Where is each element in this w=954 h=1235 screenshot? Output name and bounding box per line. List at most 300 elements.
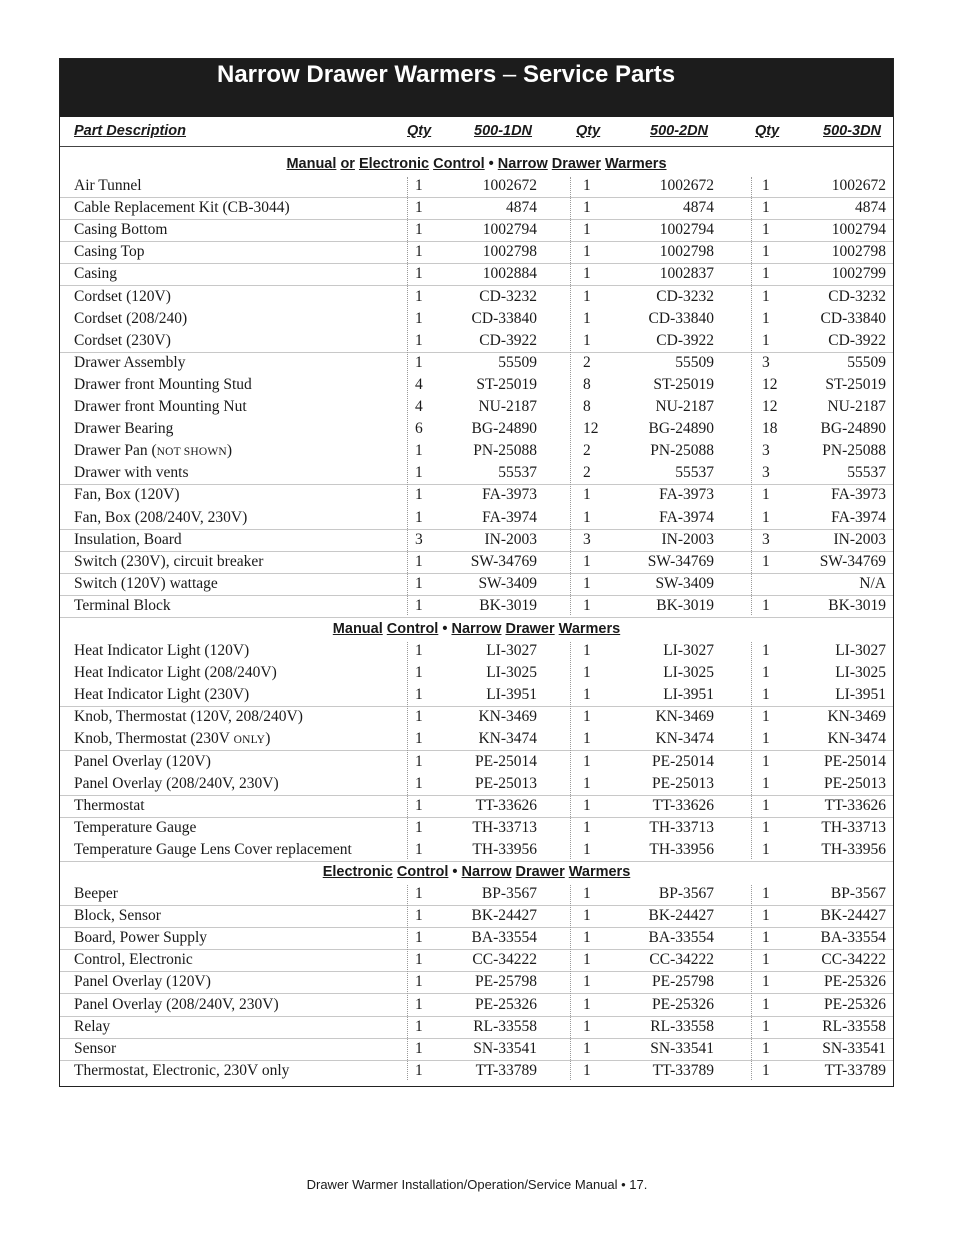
- section-heading-part: Control: [433, 156, 485, 172]
- qty-500-2dn: 1: [583, 730, 591, 748]
- table-row: [60, 1060, 893, 1082]
- part-no-500-2dn: SW-34769: [647, 552, 714, 570]
- qty-500-2dn: 1: [583, 708, 591, 726]
- qty-500-3dn: 1: [762, 287, 770, 305]
- qty-500-3dn: 3: [762, 353, 770, 371]
- part-no-500-3dn: 4874: [855, 199, 886, 217]
- part-no-500-3dn: PE-25013: [824, 774, 886, 792]
- part-description-text: Switch (230V), circuit breaker: [74, 552, 264, 570]
- part-description: [74, 241, 145, 263]
- qty-500-3dn: 1: [762, 686, 770, 704]
- part-description: [74, 308, 187, 330]
- table-row: [60, 595, 893, 618]
- qty-500-2dn: 1: [583, 265, 591, 283]
- part-description-text: Heat Indicator Light (230V): [74, 686, 250, 704]
- qty-500-1dn: 4: [415, 398, 423, 415]
- qty-500-3dn: 1: [762, 1039, 770, 1057]
- title-main: Narrow Drawer Warmers: [217, 61, 497, 88]
- column-divider: [751, 885, 752, 1080]
- part-description-end: ): [226, 442, 233, 460]
- qty-500-1dn: 1: [415, 774, 423, 792]
- part-no-500-1dn: CC-34222: [472, 951, 537, 969]
- table-row: [60, 994, 893, 1017]
- part-no-500-3dn: FA-3974: [831, 508, 886, 526]
- part-description: [74, 352, 186, 374]
- part-description-text: Cable Replacement Kit (CB-3044): [74, 199, 290, 217]
- part-description: [74, 440, 232, 462]
- part-no-500-1dn: 4874: [506, 199, 537, 217]
- part-description: [74, 905, 161, 927]
- part-description-text: Cordset (120V): [74, 287, 171, 305]
- part-no-500-2dn: LI-3027: [663, 642, 714, 659]
- part-no-500-3dn: 55509: [847, 353, 886, 371]
- section-heading-part: Manual: [332, 621, 383, 637]
- part-description-text: Board, Power Supply: [74, 929, 208, 947]
- section-heading-part: Electronic: [358, 156, 430, 172]
- qty-500-3dn: 1: [762, 309, 770, 327]
- qty-500-3dn: 3: [762, 442, 770, 460]
- qty-500-2dn: 1: [583, 995, 591, 1013]
- section-heading: [60, 861, 893, 883]
- qty-500-3dn: 1: [762, 221, 770, 239]
- section-heading-part: •: [448, 864, 462, 880]
- part-description-text: Temperature Gauge Lens Cover replacement: [74, 840, 352, 858]
- part-description: [74, 1016, 110, 1038]
- qty-500-1dn: 1: [415, 574, 423, 592]
- qty-500-1dn: 1: [415, 287, 423, 305]
- qty-500-1dn: 4: [415, 375, 423, 393]
- column-divider: [407, 177, 408, 615]
- part-no-500-3dn: PE-25014: [824, 752, 886, 770]
- qty-500-1dn: 1: [415, 929, 423, 947]
- table-row: [60, 640, 893, 662]
- column-divider: [407, 885, 408, 1080]
- part-description-text: Fan, Box (120V): [74, 486, 180, 504]
- qty-500-2dn: 8: [583, 375, 591, 393]
- part-no-500-1dn: SW-34769: [470, 552, 537, 570]
- part-no-500-3dn: KN-3474: [827, 730, 886, 748]
- qty-500-2dn: 1: [583, 840, 591, 858]
- part-no-500-3dn: TH-33713: [821, 818, 886, 836]
- part-description: [74, 1038, 116, 1060]
- column-divider: [407, 642, 408, 859]
- part-description: [74, 396, 247, 418]
- part-no-500-2dn: RL-33558: [650, 1017, 714, 1035]
- qty-500-3dn: 3: [762, 530, 770, 548]
- section-heading-part: Narrow: [451, 621, 502, 637]
- qty-500-1dn: 1: [415, 464, 423, 482]
- part-no-500-2dn: CD-33840: [648, 309, 714, 327]
- table-row: [60, 1016, 893, 1039]
- section-heading-part: Warmers: [558, 621, 621, 637]
- qty-500-2dn: 1: [583, 331, 591, 349]
- part-description: [74, 263, 117, 285]
- part-description: [74, 728, 270, 750]
- qty-500-2dn: 1: [583, 1017, 591, 1035]
- qty-500-3dn: 1: [762, 486, 770, 504]
- part-no-500-1dn: BP-3567: [481, 885, 537, 902]
- part-description-text: Beeper: [74, 885, 118, 902]
- part-no-500-1dn: FA-3973: [482, 486, 537, 504]
- part-no-500-3dn: 55537: [847, 464, 886, 482]
- part-no-500-1dn: PN-25088: [473, 442, 537, 460]
- part-no-500-3dn: PE-25326: [824, 995, 886, 1013]
- part-description: [74, 286, 171, 308]
- part-no-500-2dn: KN-3474: [655, 730, 714, 748]
- table-row: [60, 684, 893, 707]
- qty-500-3dn: 18: [762, 420, 778, 438]
- table-row: [60, 795, 893, 818]
- part-no-500-1dn: TH-33956: [472, 840, 537, 858]
- header-description: Description: [106, 123, 187, 139]
- part-description-text: Drawer Pan (: [74, 442, 157, 460]
- qty-500-3dn: 1: [762, 177, 770, 194]
- part-no-500-1dn: CD-3232: [479, 287, 537, 305]
- qty-500-2dn: 1: [583, 1061, 591, 1079]
- part-no-500-2dn: FA-3974: [659, 508, 714, 526]
- part-no-500-3dn: RL-33558: [822, 1017, 886, 1035]
- qty-500-1dn: 1: [415, 331, 423, 349]
- part-description-text: Drawer front Mounting Nut: [74, 398, 247, 415]
- part-description-end: ): [265, 730, 271, 748]
- part-description: [74, 640, 249, 662]
- part-description-note: NOT SHOWN: [156, 446, 227, 459]
- part-no-500-1dn: LI-3027: [486, 642, 537, 659]
- part-no-500-2dn: 55509: [675, 353, 714, 371]
- qty-500-2dn: 1: [583, 287, 591, 305]
- qty-500-3dn: 1: [762, 995, 770, 1013]
- part-no-500-1dn: KN-3474: [478, 730, 537, 748]
- qty-500-2dn: 2: [583, 464, 591, 482]
- title-sub: Service Parts: [522, 61, 676, 88]
- part-description-text: Relay: [74, 1017, 111, 1035]
- section-heading-part: Narrow: [461, 864, 512, 880]
- part-no-500-3dn: BP-3567: [830, 885, 886, 902]
- part-description-text: Casing Top: [74, 243, 145, 261]
- qty-500-1dn: 1: [415, 177, 423, 194]
- section-heading-part: Drawer: [515, 864, 565, 880]
- part-no-500-3dn: SW-34769: [819, 552, 886, 570]
- qty-500-3dn: 1: [762, 331, 770, 349]
- part-description-text: Drawer front Mounting Stud: [74, 375, 252, 393]
- qty-500-1dn: 1: [415, 309, 423, 327]
- qty-500-1dn: 1: [415, 973, 423, 991]
- part-description: [74, 462, 189, 484]
- part-description: [74, 197, 290, 219]
- qty-500-1dn: 6: [415, 420, 423, 438]
- qty-500-1dn: 1: [415, 664, 423, 682]
- section-heading-part: Electronic: [322, 864, 393, 880]
- part-no-500-3dn: NU-2187: [827, 398, 886, 415]
- part-description: [74, 684, 249, 706]
- part-no-500-1dn: LI-3951: [486, 686, 537, 704]
- qty-500-3dn: 1: [762, 1061, 770, 1079]
- qty-500-1dn: 1: [415, 708, 423, 726]
- section-heading: [60, 618, 893, 640]
- qty-500-3dn: 3: [762, 464, 770, 482]
- part-description: [74, 573, 218, 595]
- part-no-500-3dn: N/A: [859, 574, 886, 592]
- section-heading-part: Control: [386, 621, 439, 637]
- title-dash: –: [502, 61, 517, 88]
- table-row: [60, 551, 893, 574]
- qty-500-3dn: 1: [762, 642, 770, 659]
- column-divider: [751, 642, 752, 859]
- part-no-500-2dn: LI-3025: [663, 664, 714, 682]
- part-no-500-1dn: ST-25019: [476, 375, 537, 393]
- qty-500-3dn: 1: [762, 840, 770, 858]
- part-no-500-1dn: LI-3025: [486, 664, 537, 682]
- part-description-text: Heat Indicator Light (120V): [74, 642, 250, 659]
- qty-500-3dn: 1: [762, 774, 770, 792]
- qty-500-3dn: 1: [762, 552, 770, 570]
- part-description-text: Knob, Thermostat (230V: [74, 730, 234, 748]
- part-no-500-1dn: BK-3019: [479, 596, 537, 614]
- part-no-500-2dn: 1002794: [659, 221, 714, 239]
- part-no-500-2dn: IN-2003: [661, 530, 714, 548]
- part-no-500-2dn: BP-3567: [658, 885, 714, 902]
- part-no-500-3dn: LI-3027: [835, 642, 886, 659]
- part-no-500-2dn: PE-25326: [652, 995, 714, 1013]
- part-description-text: Knob, Thermostat (120V, 208/240V): [74, 708, 303, 726]
- qty-500-3dn: 1: [762, 929, 770, 947]
- table-row: [60, 330, 893, 353]
- part-no-500-2dn: TH-33956: [649, 840, 714, 858]
- part-description: [74, 751, 211, 773]
- part-description-text: Cordset (208/240): [74, 309, 188, 327]
- part-no-500-3dn: 1002798: [831, 243, 886, 261]
- qty-500-1dn: 1: [415, 818, 423, 836]
- qty-500-1dn: 1: [415, 442, 423, 460]
- qty-500-2dn: 3: [583, 530, 591, 548]
- qty-500-2dn: 1: [583, 552, 591, 570]
- part-no-500-2dn: ST-25019: [653, 375, 714, 393]
- part-description-text: Fan, Box (208/240V, 230V): [74, 508, 248, 526]
- part-no-500-2dn: TT-33626: [652, 796, 714, 814]
- part-no-500-2dn: 55537: [675, 464, 714, 482]
- part-no-500-3dn: LI-3951: [835, 686, 886, 704]
- part-description: [74, 817, 196, 839]
- part-no-500-2dn: TT-33789: [652, 1061, 714, 1079]
- column-divider: [751, 177, 752, 615]
- qty-500-1dn: 1: [415, 199, 423, 217]
- qty-500-3dn: 1: [762, 752, 770, 770]
- part-description: [74, 994, 279, 1016]
- part-no-500-3dn: 1002799: [831, 265, 886, 283]
- section-heading-part: Narrow: [497, 156, 548, 172]
- qty-500-2dn: 1: [583, 929, 591, 947]
- header-part-description: [74, 123, 186, 141]
- table-row: [60, 263, 893, 286]
- part-no-500-2dn: CC-34222: [649, 951, 714, 969]
- part-description-text: Panel Overlay (120V): [74, 973, 211, 991]
- part-description-text: Thermostat, Electronic, 230V only: [74, 1061, 290, 1079]
- table-row: [60, 773, 893, 796]
- part-description: [74, 795, 145, 817]
- header-model-2: 500-2DN: [650, 123, 709, 139]
- part-no-500-2dn: 1002837: [659, 265, 714, 283]
- table-row: [60, 529, 893, 552]
- column-divider: [570, 177, 571, 615]
- part-no-500-2dn: BK-3019: [656, 596, 714, 614]
- qty-500-3dn: 12: [762, 375, 778, 393]
- part-no-500-1dn: KN-3469: [478, 708, 537, 726]
- qty-500-1dn: 1: [415, 486, 423, 504]
- part-description: [74, 773, 279, 795]
- qty-500-1dn: 1: [415, 1017, 423, 1035]
- qty-500-2dn: 1: [583, 885, 591, 902]
- section-heading-part: •: [438, 621, 452, 637]
- qty-500-3dn: 1: [762, 951, 770, 969]
- qty-500-3dn: 1: [762, 664, 770, 682]
- part-no-500-3dn: LI-3025: [835, 664, 886, 682]
- part-description-text: Thermostat: [74, 796, 145, 814]
- table-row: [60, 352, 893, 374]
- part-description-note: ONLY: [233, 734, 266, 747]
- table-row: [60, 374, 893, 396]
- part-no-500-1dn: TT-33789: [475, 1061, 537, 1079]
- part-no-500-1dn: 55509: [498, 353, 537, 371]
- table-row: [60, 728, 893, 751]
- part-no-500-1dn: BK-24427: [471, 907, 537, 925]
- qty-500-1dn: 1: [415, 1039, 423, 1057]
- table-row: [60, 1038, 893, 1061]
- part-description: [74, 971, 211, 993]
- header-qty-2: Qty: [576, 123, 601, 139]
- part-no-500-3dn: 1002794: [831, 221, 886, 239]
- qty-500-2dn: 1: [583, 486, 591, 504]
- part-no-500-2dn: NU-2187: [655, 398, 714, 415]
- part-description-text: Cordset (230V): [74, 331, 171, 349]
- section-heading-part: Drawer: [505, 621, 555, 637]
- table-row: [60, 462, 893, 485]
- part-no-500-2dn: FA-3973: [659, 486, 714, 504]
- qty-500-3dn: 1: [762, 1017, 770, 1035]
- part-no-500-2dn: KN-3469: [655, 708, 714, 726]
- section-heading: [60, 153, 893, 175]
- qty-500-1dn: 3: [415, 530, 423, 548]
- header-qty-1: Qty: [407, 123, 432, 139]
- table-row: [60, 706, 893, 728]
- part-no-500-1dn: PE-25013: [475, 774, 537, 792]
- part-no-500-1dn: PE-25014: [475, 752, 537, 770]
- part-description-text: Switch (120V) wattage: [74, 574, 218, 592]
- qty-500-2dn: 1: [583, 686, 591, 704]
- part-description: [74, 529, 182, 551]
- part-no-500-3dn: KN-3469: [827, 708, 886, 726]
- column-divider: [570, 642, 571, 859]
- part-description: [74, 418, 173, 440]
- part-no-500-2dn: BA-33554: [648, 929, 714, 947]
- qty-500-1dn: 1: [415, 796, 423, 814]
- qty-500-3dn: 1: [762, 818, 770, 836]
- table-row: [60, 308, 893, 330]
- qty-500-1dn: 1: [415, 885, 423, 902]
- part-no-500-2dn: BK-24427: [648, 907, 714, 925]
- part-description-text: Temperature Gauge: [74, 818, 197, 836]
- qty-500-3dn: 12: [762, 398, 778, 415]
- qty-500-2dn: 1: [583, 596, 591, 614]
- part-no-500-1dn: PE-25326: [475, 995, 537, 1013]
- section-heading-part: Manual: [286, 156, 337, 172]
- qty-500-1dn: 1: [415, 353, 423, 371]
- part-description: [74, 839, 352, 861]
- part-no-500-2dn: 1002798: [659, 243, 714, 261]
- qty-500-3dn: 1: [762, 508, 770, 526]
- part-no-500-2dn: PN-25088: [650, 442, 714, 460]
- qty-500-1dn: 1: [415, 752, 423, 770]
- part-description-text: Air Tunnel: [74, 177, 142, 194]
- part-no-500-3dn: CD-3922: [828, 331, 886, 349]
- part-no-500-2dn: CD-3922: [656, 331, 714, 349]
- qty-500-2dn: 1: [583, 574, 591, 592]
- header-part: Part: [74, 123, 103, 139]
- part-no-500-1dn: 1002672: [482, 177, 537, 194]
- part-description-text: Terminal Block: [74, 596, 171, 614]
- part-description: [74, 883, 118, 905]
- part-no-500-1dn: NU-2187: [478, 398, 537, 415]
- qty-500-2dn: 1: [583, 796, 591, 814]
- part-description-text: Casing Bottom: [74, 221, 168, 239]
- qty-500-2dn: 1: [583, 1039, 591, 1057]
- part-description-text: Insulation, Board: [74, 530, 182, 548]
- qty-500-2dn: 1: [583, 951, 591, 969]
- page-footer: Drawer Warmer Installation/Operation/Service Manual • 17.: [306, 1177, 648, 1192]
- part-no-500-3dn: ST-25019: [825, 375, 886, 393]
- part-no-500-1dn: IN-2003: [484, 530, 537, 548]
- section-heading-part: Warmers: [568, 864, 631, 880]
- qty-500-1dn: 1: [415, 840, 423, 858]
- part-no-500-3dn: TT-33789: [824, 1061, 886, 1079]
- part-no-500-2dn: TH-33713: [649, 818, 714, 836]
- qty-500-3dn: 1: [762, 973, 770, 991]
- section-heading-part: Control: [396, 864, 449, 880]
- qty-500-1dn: 1: [415, 642, 423, 659]
- part-no-500-3dn: TH-33956: [821, 840, 886, 858]
- table-row: [60, 440, 893, 462]
- part-no-500-2dn: CD-3232: [656, 287, 714, 305]
- part-description: [74, 595, 171, 617]
- part-description-text: Control, Electronic: [74, 951, 193, 969]
- part-no-500-3dn: BK-3019: [828, 596, 886, 614]
- part-no-500-1dn: TH-33713: [472, 818, 537, 836]
- qty-500-1dn: 1: [415, 1061, 423, 1079]
- qty-500-3dn: 1: [762, 907, 770, 925]
- part-description-text: Panel Overlay (208/240V, 230V): [74, 995, 279, 1013]
- part-no-500-2dn: SN-33541: [650, 1039, 714, 1057]
- qty-500-1dn: 1: [415, 907, 423, 925]
- qty-500-2dn: 1: [583, 199, 591, 217]
- part-description: [74, 330, 171, 352]
- qty-500-2dn: 1: [583, 907, 591, 925]
- part-no-500-2dn: 4874: [683, 199, 714, 217]
- qty-500-2dn: 8: [583, 398, 591, 415]
- part-no-500-2dn: PE-25013: [652, 774, 714, 792]
- part-no-500-1dn: 55537: [498, 464, 537, 482]
- qty-500-1dn: 1: [415, 265, 423, 283]
- table-row: [60, 927, 893, 950]
- table-row: [60, 817, 893, 839]
- part-description-text: Sensor: [74, 1039, 117, 1057]
- table-row: [60, 219, 893, 242]
- qty-500-2dn: 1: [583, 752, 591, 770]
- part-no-500-3dn: BG-24890: [820, 420, 886, 438]
- part-no-500-2dn: 1002672: [659, 177, 714, 194]
- table-row: [60, 396, 893, 418]
- part-description: [74, 662, 277, 684]
- table-row: [60, 839, 893, 862]
- part-description: [74, 949, 193, 971]
